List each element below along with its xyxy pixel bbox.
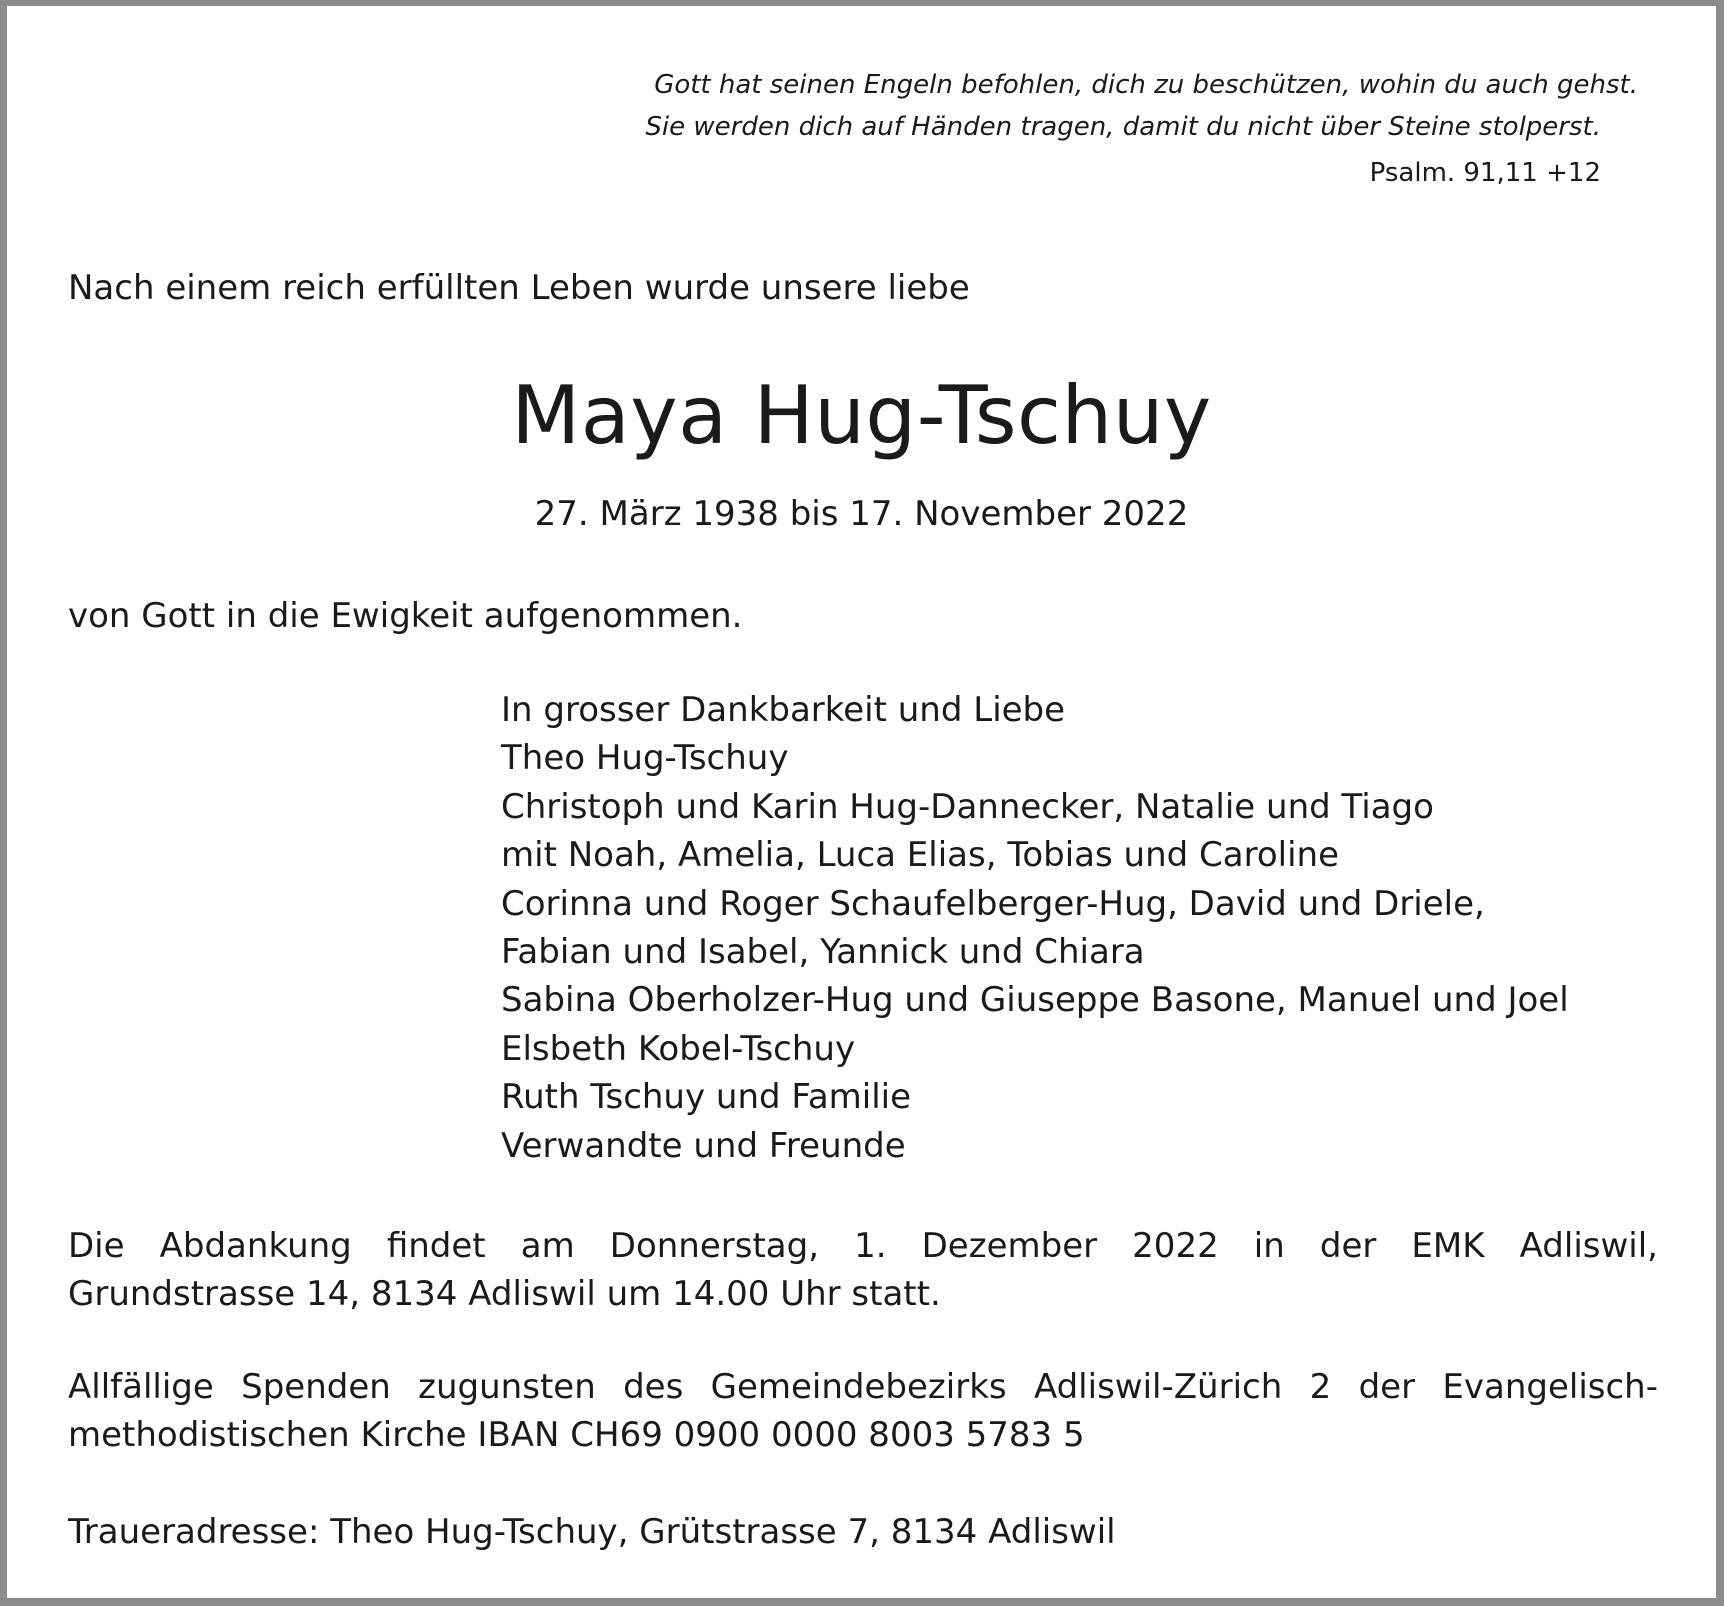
mourners-list [501, 686, 1569, 1170]
service-line-1: Die Abdankung findet am Donnerstag, 1. Dezember 2022 in der EMK Adliswil, [68, 1226, 1658, 1266]
verse-line-1: Gott hat seinen Engeln befohlen, dich zu beschützen, wohin du auch gehst. [654, 70, 1638, 100]
donation-notice [68, 1363, 1658, 1459]
service-announcement [68, 1222, 1658, 1318]
mourner-line: Theo Hug-Tschuy [501, 738, 789, 779]
deceased-name: Maya Hug-Tschuy [511, 369, 1212, 462]
verse-reference: Psalm. 91,11 +12 [1369, 158, 1601, 188]
mourner-line: mit Noah, Amelia, Luca Elias, Tobias und Caroline [501, 835, 1339, 876]
mourner-line: Elsbeth Kobel-Tschuy [501, 1028, 856, 1069]
mourning-address: Traueradresse: Theo Hug-Tschuy, Grütstrasse 7, 8134 Adliswil [68, 1512, 1116, 1552]
mourner-line: Christoph und Karin Hug-Dannecker, Natalie und Tiago [501, 786, 1434, 827]
mourner-line: In grosser Dankbarkeit und Liebe [501, 690, 1066, 730]
verse-line-2: Sie werden dich auf Händen tragen, damit du nicht über Steine stolperst. [645, 112, 1601, 142]
mourner-line: Verwandte und Freunde [501, 1125, 906, 1166]
donation-line-1: Allfällige Spenden zugunsten des Gemeindebezirks Adliswil-Zürich 2 der Evangelisch- [68, 1367, 1658, 1407]
intro-text: Nach einem reich erfüllten Leben wurde unsere liebe [68, 268, 970, 308]
mourner-line: Ruth Tschuy und Familie [501, 1077, 912, 1118]
service-line-2: Grundstrasse 14, 8134 Adliswil um 14.00 Uhr statt. [68, 1274, 941, 1314]
life-dates: 27. März 1938 bis 17. November 2022 [534, 494, 1189, 534]
outro-text: von Gott in die Ewigkeit aufgenommen. [68, 596, 743, 636]
donation-line-2: methodistischen Kirche IBAN CH69 0900 0000 8003 5783 5 [68, 1415, 1085, 1455]
mourner-line: Corinna und Roger Schaufelberger-Hug, David und Driele, [501, 883, 1485, 924]
mourner-line: Fabian und Isabel, Yannick und Chiara [501, 932, 1145, 973]
mourner-line: Sabina Oberholzer-Hug und Giuseppe Basone, Manuel und Joel [501, 980, 1569, 1021]
